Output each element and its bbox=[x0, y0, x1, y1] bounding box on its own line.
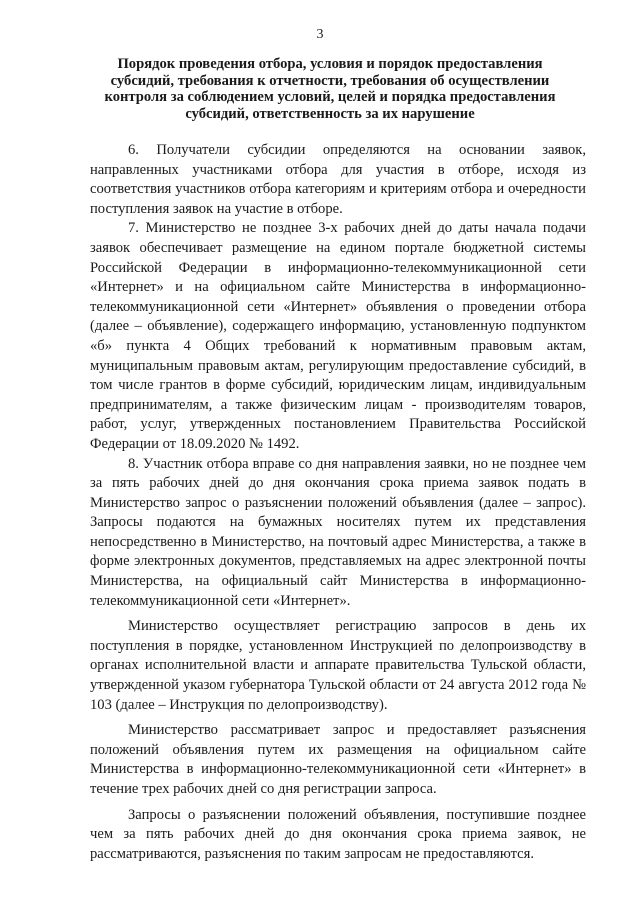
body-text bbox=[90, 141, 586, 864]
paragraph-registration: Министерство осуществляет регистрацию запросов в день их поступления в порядке, установленном Инструкцией по делопроизводству в органах исполнительной власти и аппарате правительства Тульской области, утвержденной указом губернатора Тульской области от 24 августа 2012 года № 103 (далее – Инструкция по делопроизводству). bbox=[90, 618, 586, 713]
paragraph-7: 7. Министерство не позднее 3-х рабочих дней до даты начала подачи заявок обеспечивает размещение на едином портале бюджетной системы Российской Федерации в информационно-телекоммуникационной сети «Интернет» и на официальном сайте Министерства в информационно-телекоммуникационной сети «Интернет» объявления о проведении отбора (далее – объявление), содержащего информацию, установленную подпунктом «б» пункта 4 Общих требований к нормативным правовым актам, муниципальным правовым актам, регулирующим предоставление субсидий, в том числе грантов в форме субсидий, юридическим лицам, индивидуальным предпринимателям, а также физическим лицам - производителям товаров, работ, услуг, утвержденных постановлением Правительства Российской Федерации от 18.09.2020 № 1492. bbox=[90, 220, 586, 452]
section-heading: Порядок проведения отбора, условия и порядок предоставления субсидий, требования к отчетности, требования об осуществлении контроля за соблюдением условий, целей и порядка предоставления субсидий, ответственность за их нарушение bbox=[104, 56, 556, 123]
paragraph-late-requests: Запросы о разъяснении положений объявления, поступившие позднее чем за пять рабочих дней до дня окончания срока приема заявок, не рассматриваются, разъяснения по таким запросам не предоставляются. bbox=[90, 806, 586, 862]
paragraph-6: 6. Получатели субсидии определяются на основании заявок, направленных участниками отбора для участия в отборе, исходя из соответствия участников отбора категориям и критериям отбора и очередности поступления заявок на участие в отборе. bbox=[90, 142, 586, 217]
paragraph-clarification: Министерство рассматривает запрос и предоставляет разъяснения положений объявления путем их размещения на официальном сайте Министерства в информационно-телекоммуникационной сети «Интернет» в течение трех рабочих дней со дня регистрации запроса. bbox=[90, 722, 586, 797]
paragraph-8: 8. Участник отбора вправе со дня направления заявки, но не позднее чем за пять рабочих дней до дня окончания срока приема заявок подать в Министерство запрос о разъяснении положений объявления (далее – запрос). Запросы подаются на бумажных носителях путем их представления непосредственно в Министерство, на почтовый адрес Министерства, а также в форме электронных документов, представляемых на адрес электронной почты Министерства, на официальный сайт Министерства в информационно-телекоммуникационной сети «Интернет». bbox=[90, 455, 586, 609]
page-number: 3 bbox=[316, 27, 324, 42]
